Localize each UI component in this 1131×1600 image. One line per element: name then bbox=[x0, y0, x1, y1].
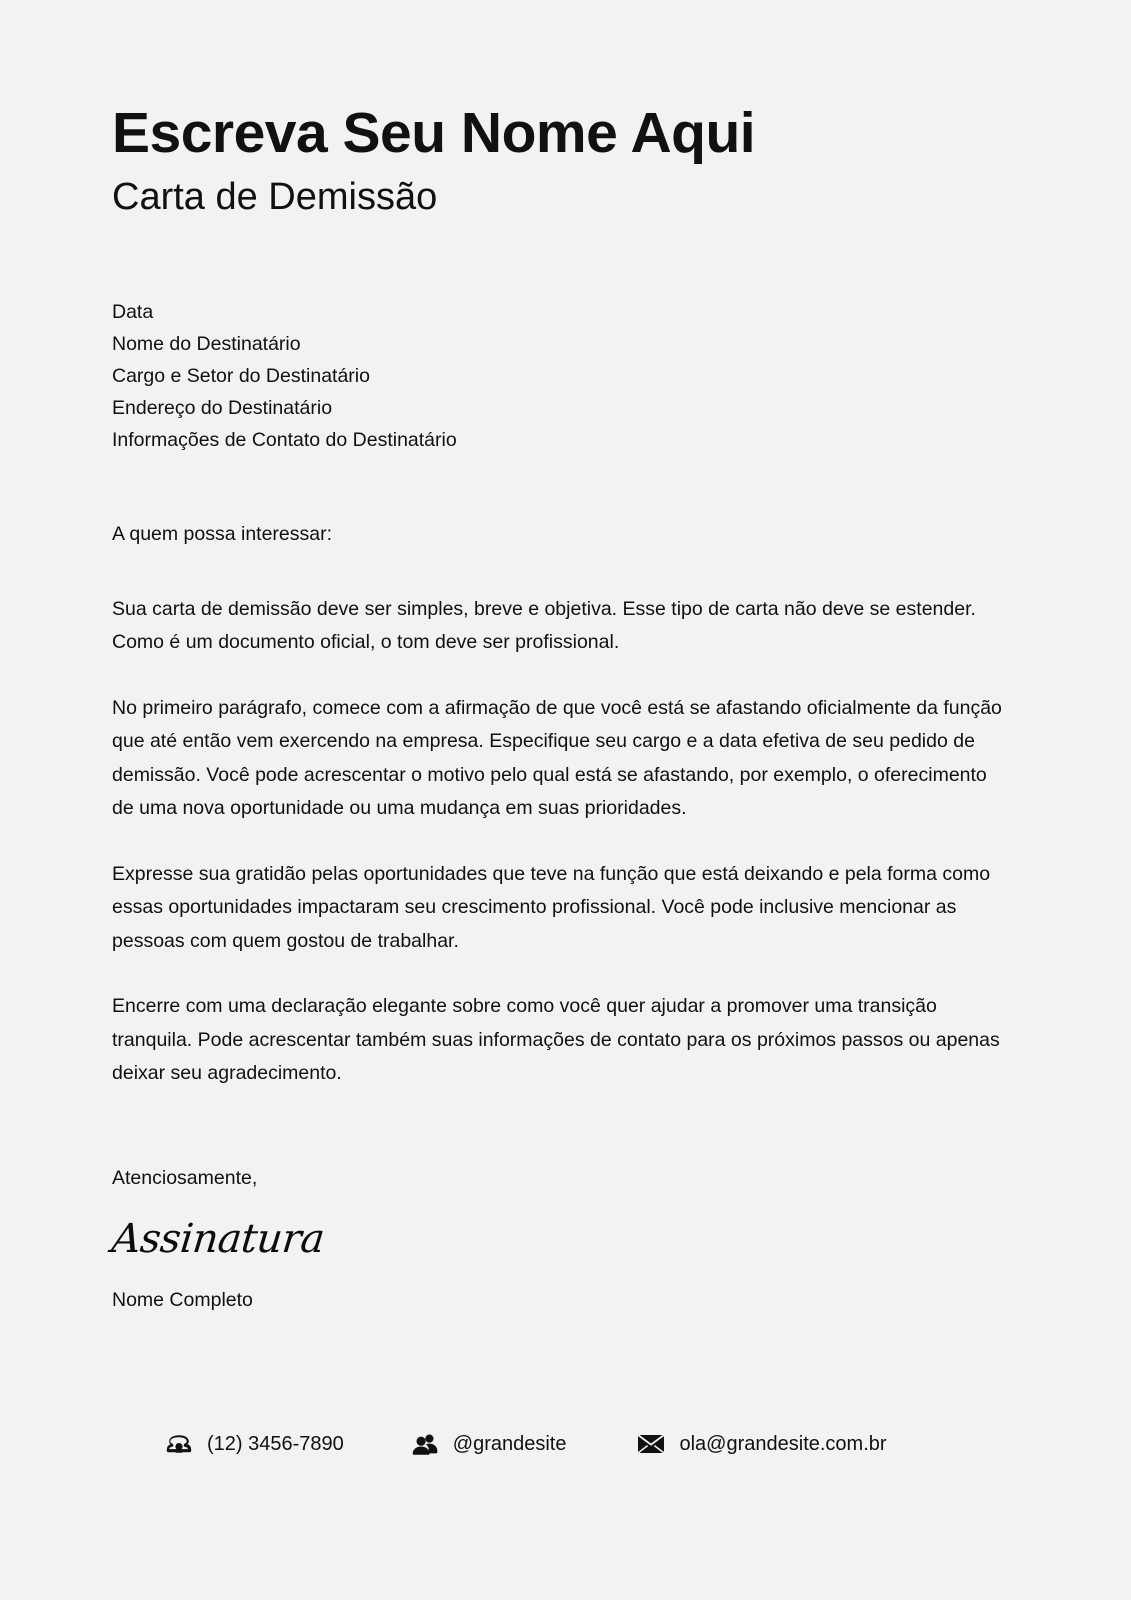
page-subtitle: Carta de Demissão bbox=[112, 176, 438, 219]
footer-social bbox=[410, 1432, 567, 1456]
body-paragraph-4: Encerre com uma declaração elegante sobre como você quer ajudar a promover uma transição tranquila. Pode acrescentar também suas informações de contato para os próximos passos ou apenas deixar seu agradecimento. bbox=[112, 995, 1000, 1085]
recipient-block bbox=[112, 296, 1019, 456]
telephone-icon bbox=[164, 1432, 194, 1456]
page-title: Escreva Seu Nome Aqui bbox=[112, 101, 756, 165]
people-icon bbox=[410, 1432, 440, 1456]
signer-name: Nome Completo bbox=[112, 1288, 253, 1311]
closing-salutation: Atenciosamente, bbox=[112, 1166, 258, 1189]
recipient-line-date: Data bbox=[112, 300, 154, 323]
letter-header bbox=[112, 0, 1019, 220]
recipient-line-name: Nome do Destinatário bbox=[112, 332, 301, 355]
recipient-line-address: Endereço do Destinatário bbox=[112, 396, 333, 419]
footer-email bbox=[636, 1432, 886, 1456]
body-paragraph-1: Sua carta de demissão deve ser simples, breve e objetiva. Esse tipo de carta não deve se estender. Como é um documento oficial, o tom deve ser profissional. bbox=[112, 597, 976, 654]
salutation: A quem possa interessar: bbox=[112, 522, 333, 545]
body-paragraph-2: No primeiro parágrafo, comece com a afirmação de que você está se afastando oficialmente da função que até então vem exercendo na empresa. Especifique seu cargo e a data efetiva de seu pedido de demissão. Você pode acrescentar o motivo pelo qual está se afastando, por exemplo, o oferecimento de uma nova oportunidade ou uma mudança em suas prioridades. bbox=[112, 696, 1002, 820]
footer-phone bbox=[164, 1432, 344, 1456]
body-paragraph-3: Expresse sua gratidão pelas oportunidades que teve na função que está deixando e pela forma como essas oportunidades impactaram seu crescimento profissional. Você pode inclusive mencionar as pessoas com quem gostou de trabalhar. bbox=[112, 862, 991, 952]
footer-email-text: ola@grandesite.com.br bbox=[679, 1433, 887, 1455]
recipient-line-contact: Informações de Contato do Destinatário bbox=[112, 428, 457, 451]
footer-contact-bar bbox=[112, 1432, 1019, 1456]
recipient-line-role: Cargo e Setor do Destinatário bbox=[112, 364, 370, 387]
signature-block bbox=[109, 1163, 1019, 1315]
footer-phone-text: (12) 3456-7890 bbox=[207, 1433, 344, 1455]
footer-social-text: @grandesite bbox=[452, 1433, 567, 1455]
signature-script: Assinatura bbox=[109, 1215, 327, 1262]
envelope-icon bbox=[636, 1432, 666, 1456]
letter-body bbox=[112, 518, 1012, 1091]
